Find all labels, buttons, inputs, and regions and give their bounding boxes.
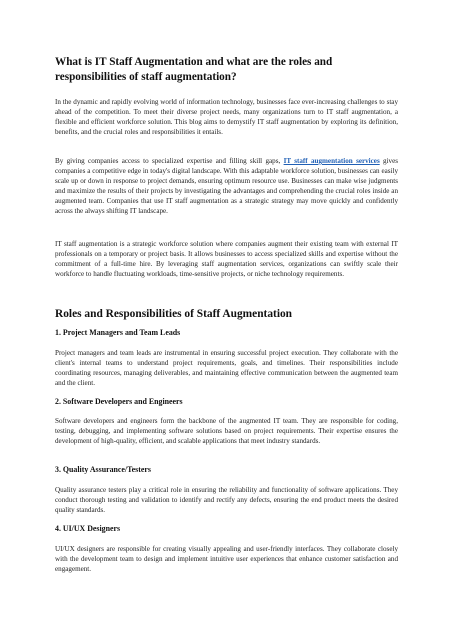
role-description: Project managers and team leads are instrumental in ensuring successful project execution. They collaborate with the client's internal teams to understand project requirements, goals, and timelines. Their responsibilities include coordinating resources, managing deliverables, and maintaining effective communication between the augmented team and the client. xyxy=(55,349,398,388)
definition-paragraph: IT staff augmentation is a strategic workforce solution where companies augment their existing team with external IT professionals on a temporary or project basis. It allows businesses to access specialized skills and expertise without the commitment of a full-time hire. By leveraging staff augmentation services, organizations can swiftly scale their workforce to handle fluctuating workloads, time-sensitive projects, or niche technology requirements. xyxy=(55,240,398,279)
role-heading: 2. Software Developers and Engineers xyxy=(55,397,183,406)
it-staff-augmentation-services-link[interactable]: IT staff augmentation services xyxy=(283,157,380,165)
role-heading: 4. UI/UX Designers xyxy=(55,524,121,533)
role-description: Software developers and engineers form the backbone of the augmented IT team. They are responsible for coding, testing, debugging, and implementing software solutions based on project requirements. Their expertise ensures the development of high-quality, efficient, and scalable applications that meet industry standards. xyxy=(55,417,398,446)
benefits-paragraph-lead: By giving companies access to specialized expertise and filling skill gaps, xyxy=(55,157,284,165)
intro-paragraph: In the dynamic and rapidly evolving world of information technology, businesses face ever-increasing challenges to stay ahead of the competition. To meet their diverse project needs, many organizations turn to IT staff augmentation, a flexible and efficient workforce solution. This blog aims to demystify IT staff augmentation by exploring its definition, benefits, and the crucial roles and responsibilities it entails. xyxy=(55,98,398,137)
role-description: UI/UX designers are responsible for creating visually appealing and user-friendly interfaces. They collaborate closely with the development team to design and implement intuitive user experiences that enhance customer satisfaction and engagement. xyxy=(55,545,398,574)
role-heading: 1. Project Managers and Team Leads xyxy=(55,328,181,337)
benefits-paragraph-rest: gives companies a competitive edge in today's digital landscape. With this adaptable workforce solution, businesses can easily scale up or down in response to project demands, ensuring optimum resource use. Businesses can make wise judgments and maximize the results of their projects by investigating the advantages and comprehending the crucial roles inside an augmented team. Companies that use IT staff augmentation as a strategic strategy may move quickly and confidently across the always shifting IT landscape. xyxy=(55,157,398,216)
section-heading: Roles and Responsibilities of Staff Augmentation xyxy=(55,308,293,320)
role-description: Quality assurance testers play a critical role in ensuring the reliability and functionality of software applications. They conduct thorough testing and validation to identify and rectify any defects, ensuring the end product meets the desired quality standards. xyxy=(55,486,398,515)
benefits-paragraph xyxy=(55,156,398,217)
document-title: What is IT Staff Augmentation and what are the roles and responsibilities of staff augmentation? xyxy=(55,56,333,83)
role-heading: 3. Quality Assurance/Testers xyxy=(55,465,151,474)
